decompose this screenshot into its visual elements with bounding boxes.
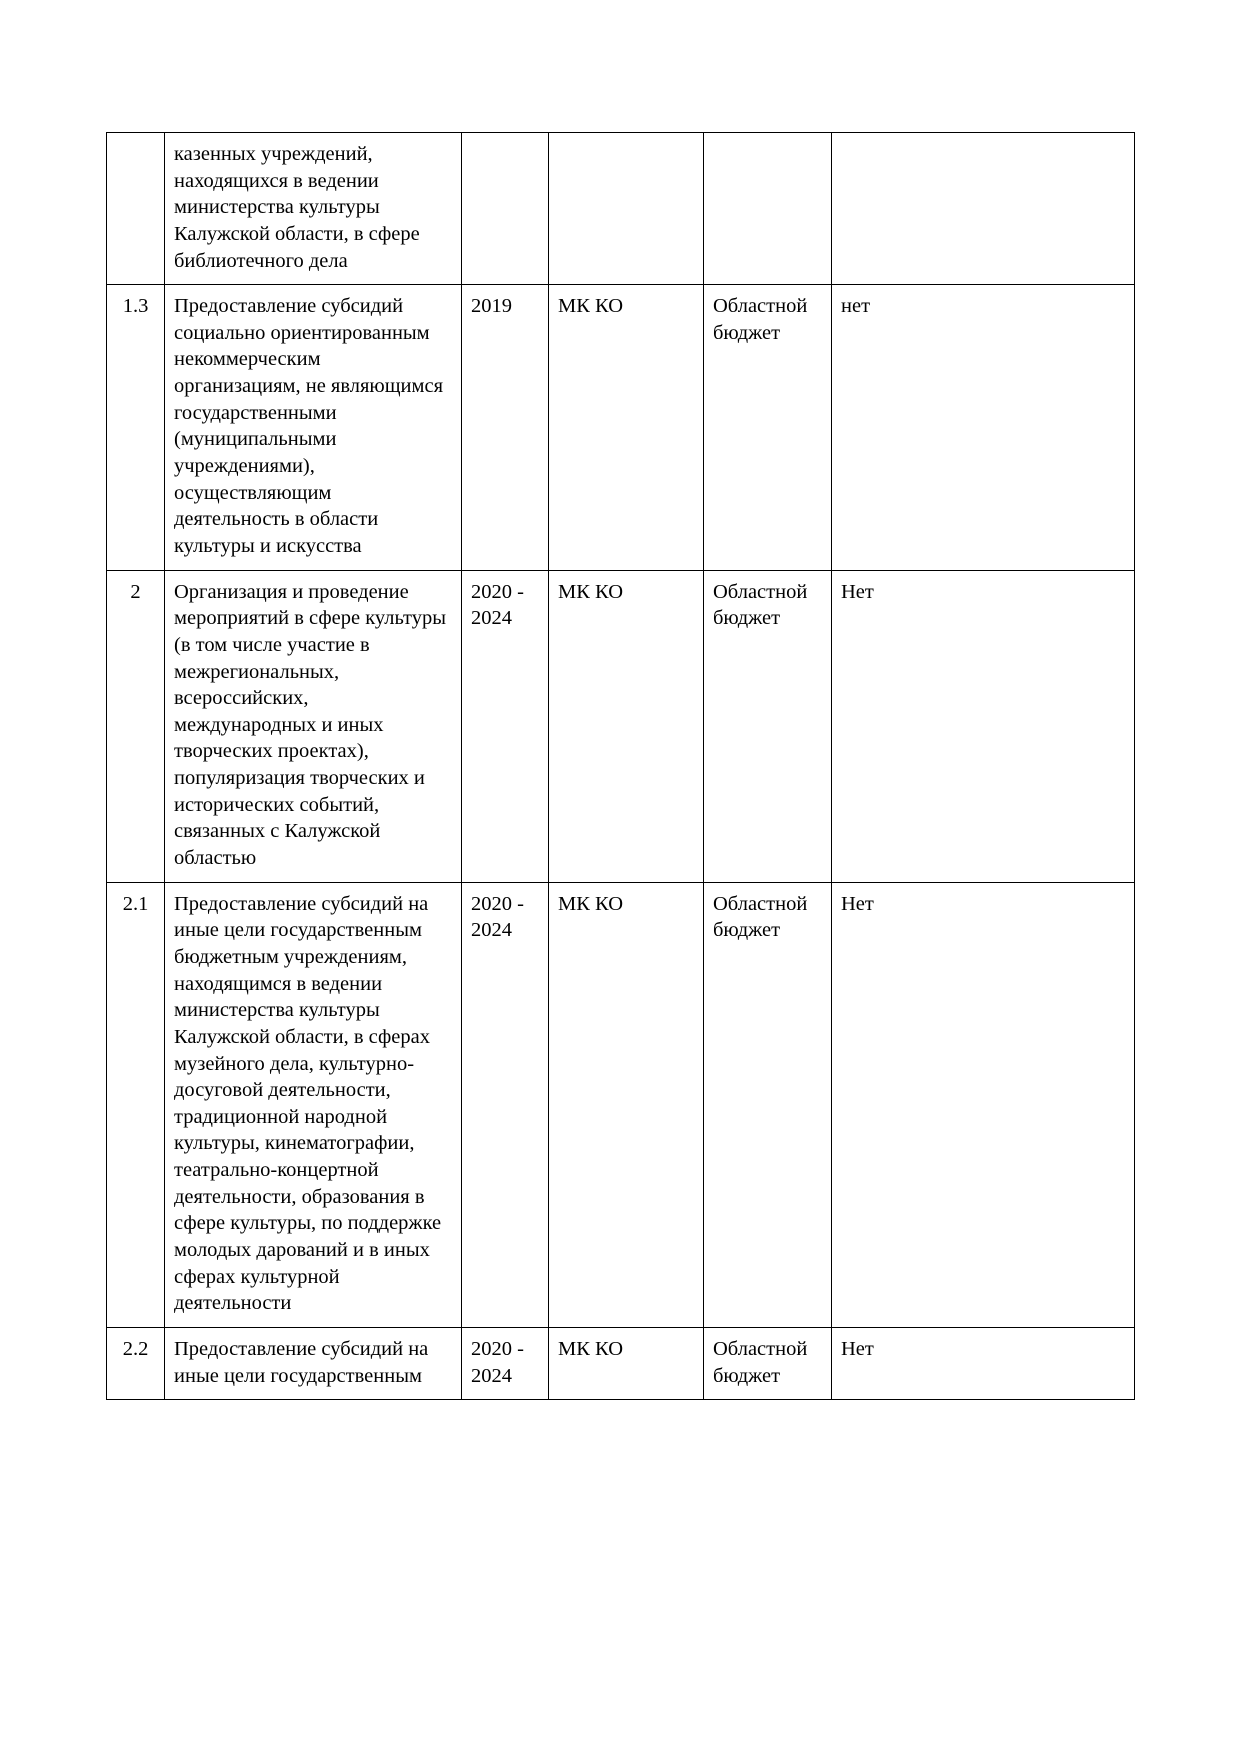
row-executor: МК КО	[549, 1327, 704, 1399]
row-executor: МК КО	[549, 882, 704, 1327]
row-measure-name: казенных учреждений, находящихся в ведении министерства культуры Калужской области, в сфере библиотечного дела	[165, 133, 462, 285]
row-measure-name: Организация и проведение мероприятий в сфере культуры (в том числе участие в межрегиональных, всероссийских, международных и иных творческих проектах), популяризация творческих и исторических событий, связанных с Калужской областью	[165, 570, 462, 882]
row-measure-name: Предоставление субсидий на иные цели государственным бюджетным учреждениям, находящимся в ведении министерства культуры Калужской области, в сферах музейного дела, культурно-досуговой деятельности, традиционной народной культуры, кинематографии, театрально-концертной деятельности, образования в сфере культуры, по поддержке молодых дарований и в иных сферах культурной деятельности	[165, 882, 462, 1327]
program-measures-table	[106, 132, 1135, 1400]
row-funding-source: Областной бюджет	[704, 1327, 832, 1399]
row-number: 2	[107, 570, 165, 882]
row-period: 2020 - 2024	[462, 882, 549, 1327]
row-executor	[549, 133, 704, 285]
table-row	[107, 882, 1135, 1327]
row-funding-source: Областной бюджет	[704, 882, 832, 1327]
row-executor: МК КО	[549, 285, 704, 570]
table-row	[107, 1327, 1135, 1399]
row-note: Нет	[832, 882, 1135, 1327]
row-period: 2020 - 2024	[462, 1327, 549, 1399]
table-row	[107, 133, 1135, 285]
row-note: нет	[832, 285, 1135, 570]
row-number: 2.2	[107, 1327, 165, 1399]
row-funding-source	[704, 133, 832, 285]
row-period: 2020 - 2024	[462, 570, 549, 882]
row-period: 2019	[462, 285, 549, 570]
row-funding-source: Областной бюджет	[704, 285, 832, 570]
row-note	[832, 133, 1135, 285]
row-funding-source: Областной бюджет	[704, 570, 832, 882]
row-number: 1.3	[107, 285, 165, 570]
row-executor: МК КО	[549, 570, 704, 882]
row-number: 2.1	[107, 882, 165, 1327]
row-number	[107, 133, 165, 285]
table-row	[107, 285, 1135, 570]
row-note: Нет	[832, 1327, 1135, 1399]
row-measure-name: Предоставление субсидий на иные цели государственным	[165, 1327, 462, 1399]
row-period	[462, 133, 549, 285]
row-note: Нет	[832, 570, 1135, 882]
row-measure-name: Предоставление субсидий социально ориентированным некоммерческим организациям, не являющимся государственными (муниципальными учреждениями), осуществляющим деятельность в области культуры и искусства	[165, 285, 462, 570]
table-row	[107, 570, 1135, 882]
